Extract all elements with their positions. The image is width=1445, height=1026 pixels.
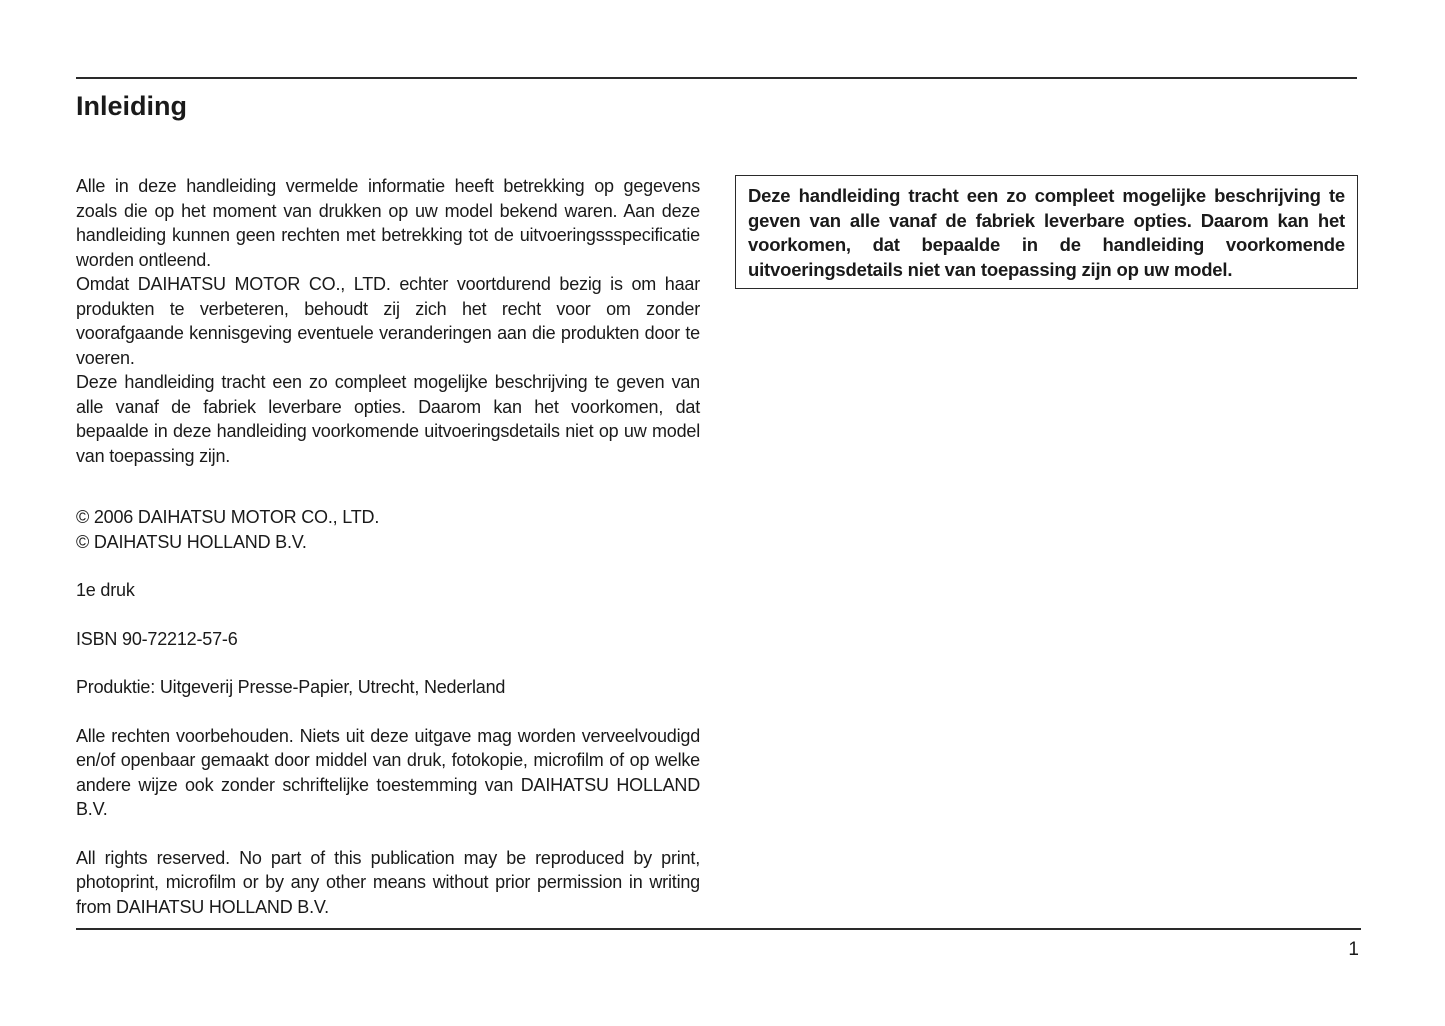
spacer <box>76 603 700 627</box>
intro-paragraph-3: Deze handleiding tracht een zo compleet mogelijke beschrijving te geven van alle vanaf de fabriek leverbare opties. Daarom kan het voorkomen, dat bepaalde in deze handleiding voorkomende uitvoeringsdetails niet op uw model van toepassing zijn. <box>76 372 700 466</box>
page-title: Inleiding <box>76 91 187 121</box>
page-number: 1 <box>1348 939 1359 960</box>
bottom-rule <box>76 928 1361 930</box>
copyright-daihatsu-holland: © DAIHATSU HOLLAND B.V. <box>76 531 307 552</box>
left-column <box>76 174 700 919</box>
isbn-line: ISBN 90-72212-57-6 <box>76 628 238 649</box>
production-line: Produktie: Uitgeverij Presse-Papier, Utrecht, Nederland <box>76 677 506 697</box>
edition-line: 1e druk <box>76 580 135 600</box>
spacer <box>76 700 700 724</box>
intro-paragraph-2: Omdat DAIHATSU MOTOR CO., LTD. echter voortdurend bezig is om haar produkten te verbeteren, behoudt zij zich het recht voor om zonder voorafgaande kennisgeving eventuele veranderingen aan die produkten door te voeren. <box>76 274 700 368</box>
spacer <box>76 822 700 846</box>
rights-dutch: Alle rechten voorbehouden. Niets uit deze uitgave mag worden verveelvoudigd en/of openbaar gemaakt door middel van druk, fotokopie, microfilm of op welke andere wijze ook zonder schriftelijke toestemming van DAIHATSU HOLLAND B.V. <box>76 725 700 819</box>
top-rule <box>76 77 1357 79</box>
spacer <box>76 651 700 675</box>
intro-paragraph-1: Alle in deze handleiding vermelde informatie heeft betrekking op gegevens zoals die op het moment van drukken op uw model bekend waren. Aan deze handleiding kunnen geen rechten met betrekking tot de uitvoeringssspecificatie worden ontleend. <box>76 176 700 270</box>
notice-box: Deze handleiding tracht een zo compleet mogelijke beschrijving te geven van alle vanaf de fabriek leverbare opties. Daarom kan het voorkomen, dat bepaalde in de handleiding voorkomende uitvoeringsdetails niet van toepassing zijn op uw model. <box>735 175 1358 289</box>
spacer <box>76 468 700 505</box>
rights-english: All rights reserved. No part of this publication may be reproduced by print, photoprint, microfilm or by any other means without prior permission in writing from DAIHATSU HOLLAND B.V. <box>76 847 700 917</box>
spacer <box>76 554 700 578</box>
copyright-daihatsu-motor: © 2006 DAIHATSU MOTOR CO., LTD. <box>76 507 380 527</box>
